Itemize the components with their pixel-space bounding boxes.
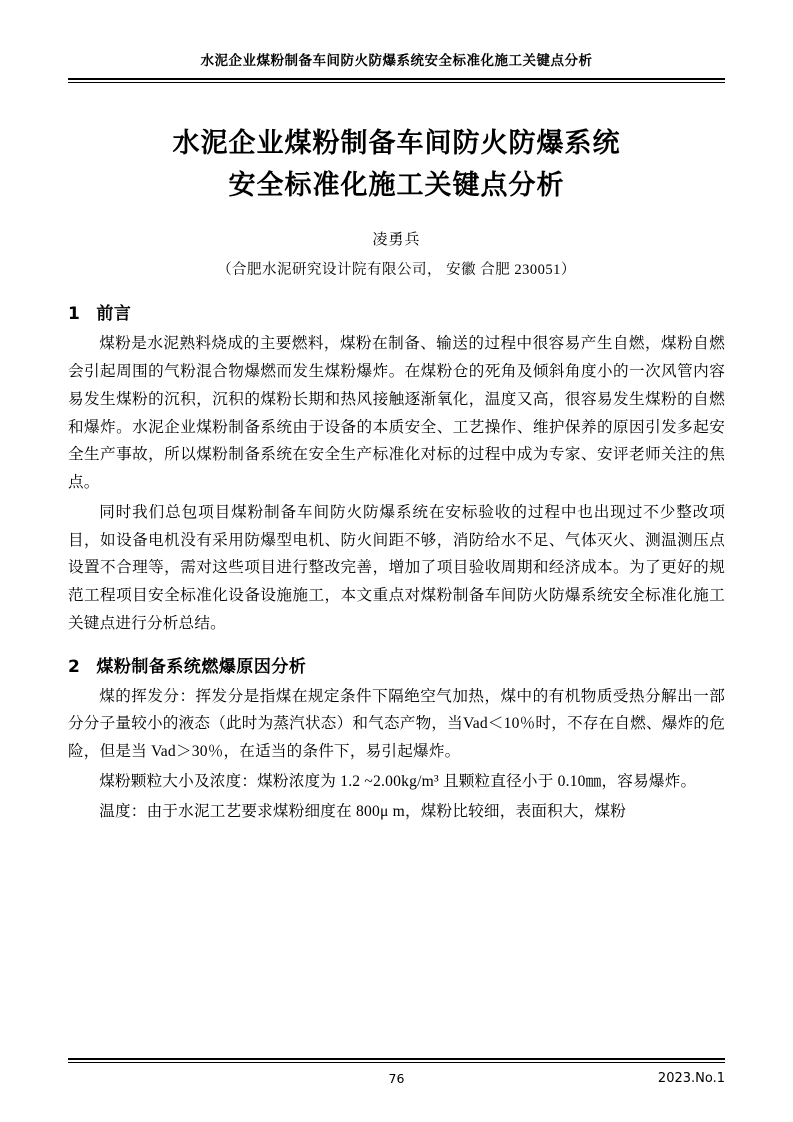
page-title-line-1: 水泥企业煤粉制备车间防火防爆系统 — [172, 127, 621, 159]
page-header — [68, 0, 725, 83]
page-footer — [68, 1058, 725, 1086]
section-title-1: 前言 — [96, 304, 132, 325]
footer-rule-thick — [68, 1058, 725, 1060]
footer-rule-thin — [68, 1062, 725, 1063]
page-title-line-2: 安全标准化施工关键点分析 — [228, 169, 565, 201]
author-name: 凌勇兵 — [372, 232, 421, 249]
section-heading-2 — [68, 652, 725, 677]
title-block — [68, 123, 725, 280]
paragraph: 煤粉是水泥熟料烧成的主要燃料，煤粉在制备、输送的过程中很容易产生自燃，煤粉自燃会引起周围的气粉混合物爆燃而发生煤粉爆炸。在煤粉仓的死角及倾斜角度小的一次风管内容易发生煤粉的沉积，沉积的煤粉长期和热风接触逐渐氧化，温度又高，很容易发生煤粉的自燃和爆炸。水泥企业煤粉制备系统由于设备的本质安全、工艺操作、维护保养的原因引发多起安全生产事故，所以煤粉制备系统在安全生产标准化对标的过程中成为专家、安评老师关注的焦点。 — [68, 335, 725, 492]
paragraph: 煤的挥发分：挥发分是指煤在规定条件下隔绝空气加热，煤中的有机物质受热分解出一部分分子量较小的液态（此时为蒸汽状态）和气态产物，当Vad＜10％时，不存在自燃、爆炸的危险，但是当 Vad＞30％，在适当的条件下，易引起爆炸。 — [68, 687, 725, 761]
section-heading-1 — [68, 299, 725, 324]
header-rule-thin — [68, 82, 725, 83]
section-title-2: 煤粉制备系统燃爆原因分析 — [96, 656, 307, 677]
section-number-1: 1 — [68, 304, 81, 325]
issue-label: 2023.No.1 — [657, 1071, 725, 1086]
header-rule-thick — [68, 78, 725, 80]
section-number-2: 2 — [68, 656, 81, 677]
document-body — [68, 299, 725, 825]
footer-row — [68, 1071, 725, 1086]
paragraph: 同时我们总包项目煤粉制备车间防火防爆系统在安标验收的过程中也出现过不少整改项目，如设备电机没有采用防爆型电机、防火间距不够，消防给水不足、气体灭火、测温测压点设置不合理等，需对这些项目进行整改完善，增加了项目验收周期和经济成本。为了更好的规范工程项目安全标准化设备设施施工，本文重点对煤粉制备车间防火防爆系统安全标准化施工关键点进行分析总结。 — [68, 503, 725, 632]
page-number: 76 — [388, 1071, 405, 1086]
paragraph: 煤粉颗粒大小及浓度：煤粉浓度为 1.2 ~2.00kg/m³ 且颗粒直径小于 0.10㎜，容易爆炸。 — [99, 772, 697, 790]
running-head: 水泥企业煤粉制备车间防火防爆系统安全标准化施工关键点分析 — [200, 53, 593, 69]
paragraph: 温度：由于水泥工艺要求煤粉细度在 800μ m，煤粉比较细，表面积大，煤粉 — [99, 802, 627, 820]
author-affiliation: （合肥水泥研究设计院有限公司， 安徽 合肥 230051） — [217, 262, 576, 279]
